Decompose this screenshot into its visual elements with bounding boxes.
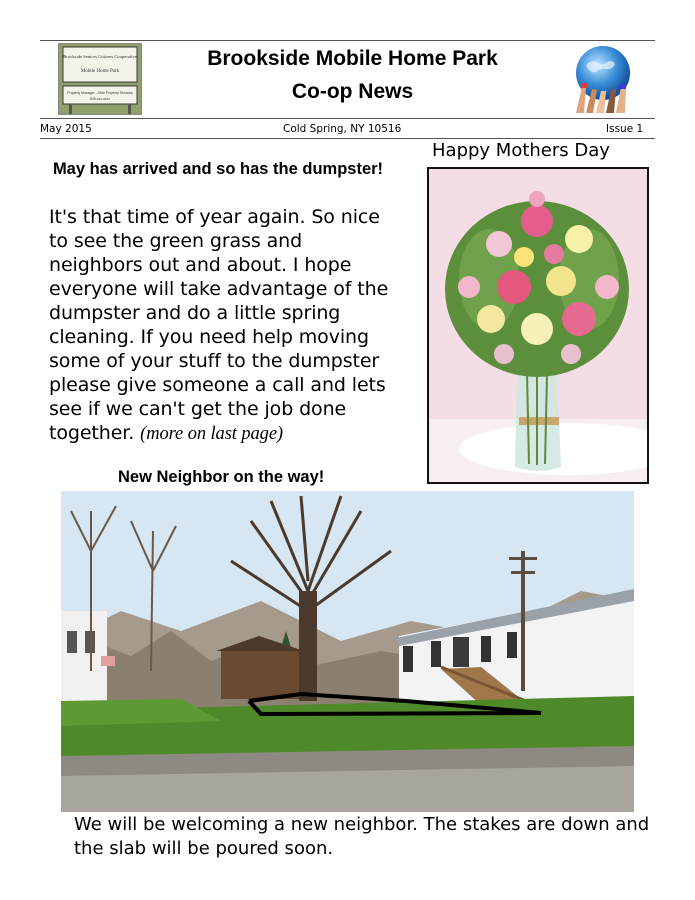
- header-bottom-rule: [40, 118, 655, 119]
- sign-line4: 845-xxx-xxxx: [90, 97, 110, 101]
- flower-bouquet-image: [427, 167, 649, 484]
- sign-line2: Mobile Home Park: [80, 69, 120, 74]
- mothers-day-caption: Happy Mothers Day: [432, 140, 610, 161]
- article-more-note: (more on last page): [140, 424, 283, 444]
- article-headline: May has arrived and so has the dumpster!: [52, 160, 384, 178]
- issue-date: May 2015: [40, 123, 92, 135]
- header-top-rule: [40, 40, 655, 41]
- newsletter-title: Brookside Mobile Home Park: [207, 47, 498, 70]
- neighbor-headline: New Neighbor on the way!: [118, 468, 325, 486]
- issue-number: Issue 1: [606, 123, 644, 135]
- sign-line1: Brookside Seniors Citizens Cooperative: [63, 54, 137, 59]
- article-body: [49, 205, 399, 446]
- issue-location: Cold Spring, NY 10516: [283, 123, 402, 135]
- sign-line3: Property Manager – Elite Property Services: [67, 91, 133, 95]
- yard-lot-photo: [61, 491, 634, 812]
- article-body-text: It's that time of year again. So nice to see the green grass and neighbors out and about. I hope everyone will take advantage of the dumpster and do a little spring cleaning. If you need help moving some of your stuff to the dumpster please give someone a call and lets see if we can't get the job done together.: [49, 206, 389, 444]
- globe-hands-icon: [568, 43, 638, 115]
- newsletter-subtitle: Co-op News: [291, 80, 414, 103]
- park-sign-logo: [58, 43, 142, 115]
- info-bar-rule: [40, 138, 655, 139]
- neighbor-caption: We will be welcoming a new neighbor. The stakes are down and the slab will be poured soon.: [74, 814, 650, 859]
